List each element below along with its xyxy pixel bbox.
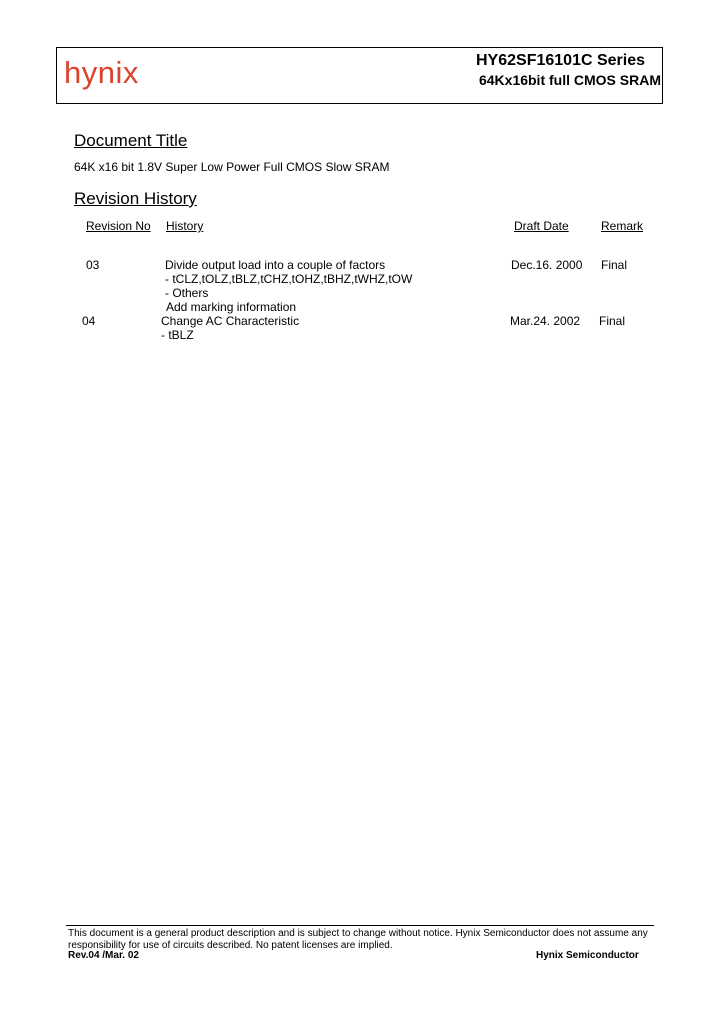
row-03-date: Dec.16. 2000 xyxy=(511,258,583,272)
product-subtitle: 64Kx16bit full CMOS SRAM xyxy=(478,72,661,88)
row-04-remark: Final xyxy=(599,314,626,328)
row-03-history-line-3: - Others xyxy=(165,286,209,300)
column-header-history: History xyxy=(166,219,204,233)
row-04-history-line-1: Change AC Characteristic xyxy=(161,314,300,328)
series-title: HY62SF16101C Series xyxy=(476,52,645,69)
document-title-heading: Document Title xyxy=(74,131,188,150)
row-03-revision: 03 xyxy=(86,258,100,272)
footer-revision: Rev.04 /Mar. 02 xyxy=(68,950,139,961)
row-04-date: Mar.24. 2002 xyxy=(510,314,581,328)
footer-divider xyxy=(66,925,654,926)
revision-history-heading: Revision History xyxy=(74,189,197,208)
column-header-revision: Revision No xyxy=(86,219,151,233)
footer-company: Hynix Semiconductor xyxy=(536,950,639,961)
row-04-revision: 04 xyxy=(82,314,96,328)
row-03-history-line-2: - tCLZ,tOLZ,tBLZ,tCHZ,tOHZ,tBHZ,tWHZ,tOW xyxy=(165,272,413,286)
row-03-remark: Final xyxy=(601,258,628,272)
document-title-text: 64K x16 bit 1.8V Super Low Power Full CMOS Slow SRAM xyxy=(74,160,390,174)
hynix-logo: hynix xyxy=(64,55,139,90)
row-04-history-line-2: - tBLZ xyxy=(161,328,194,342)
column-header-draft-date: Draft Date xyxy=(514,219,569,233)
row-03-history-line-1: Divide output load into a couple of factors xyxy=(165,258,386,272)
footer-disclaimer: This document is a general product description and is subject to change without notice. Hynix Semiconductor does not assume any responsibility for use of circuits described. No patent licenses are implied. xyxy=(68,928,648,951)
column-header-remark: Remark xyxy=(601,219,644,233)
row-03-history-line-4: Add marking information xyxy=(166,300,297,314)
